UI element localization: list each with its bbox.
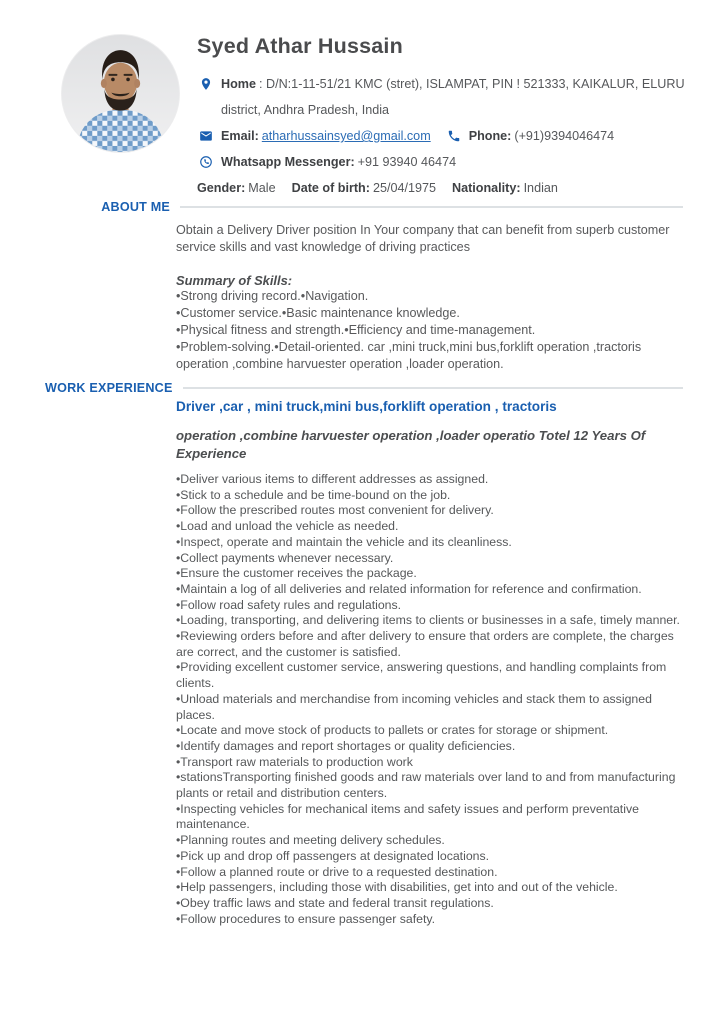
profile-photo-illustration (62, 35, 179, 152)
skill-line: •Physical fitness and strength.•Efficiency and time-management. (176, 323, 536, 337)
duty-line: •Deliver various items to different addresses as assigned. (176, 472, 489, 486)
phone-icon (447, 129, 461, 143)
skill-line: •Strong driving record.•Navigation. (176, 289, 369, 303)
whatsapp-value: +91 93940 46474 (357, 155, 457, 169)
about-section-rule (180, 206, 683, 208)
duty-line: •Collect payments whenever necessary. (176, 550, 394, 565)
duty-line: •Ensure the customer receives the package. (176, 566, 417, 581)
duty-line: •Transport raw materials to production work (176, 754, 413, 769)
duty-line: •Load and unload the vehicle as needed. (176, 519, 399, 534)
duty-line: •Planning routes and meeting delivery schedules. (176, 833, 445, 848)
skills-list (176, 288, 684, 373)
duty-line: •Maintain a log of all deliveries and related information for reference and confirmation. (176, 581, 642, 596)
phone-label: Phone: (468, 129, 512, 143)
person-name: Syed Athar Hussain (197, 34, 403, 58)
duty-line: •Loading, transporting, and delivering items to clients or businesses in a safe, timely manner. (176, 613, 680, 628)
duty-line: •Help passengers, including those with disabilities, get into and out of the vehicle. (176, 880, 618, 895)
skills-heading: Summary of Skills: (176, 273, 293, 288)
work-section-header (45, 381, 683, 395)
home-row (197, 71, 689, 123)
duty-line: •Unload materials and merchandise from incoming vehicles and stack them to assigned places. (176, 691, 652, 722)
duty-line: •Pick up and drop off passengers at designated locations. (176, 848, 490, 863)
duties-list (176, 472, 684, 927)
dob-label: Date of birth: (291, 181, 370, 195)
duty-line: •Follow procedures to ensure passenger safety. (176, 911, 436, 926)
about-section-title: ABOUT ME (101, 200, 170, 214)
gender-value: Male (248, 181, 276, 195)
dob-value: 25/04/1975 (372, 181, 436, 195)
duty-line: •Locate and move stock of products to pallets or crates for storage or shipment. (176, 723, 609, 738)
duty-line: •Stick to a schedule and be time-bound on the job. (176, 487, 451, 502)
job-title: Driver ,car , mini truck,mini bus,forklift operation , tractoris (176, 399, 557, 414)
nationality-value: Indian (523, 181, 558, 195)
about-section-header (45, 200, 683, 214)
job-subtitle: operation ,combine harvuester operation ,loader operatio Totel 12 Years Of Experience (176, 428, 646, 461)
home-text (221, 71, 689, 123)
nationality-label: Nationality: (451, 181, 521, 195)
whatsapp-label: Whatsapp Messenger: (221, 155, 355, 169)
duty-line: •Inspect, operate and maintain the vehicle and its cleanliness. (176, 534, 512, 549)
dob-item (292, 175, 436, 201)
home-value: : D/N:1-11-51/21 KMC (stret), ISLAMPAT, PIN ! 521333, KAIKALUR, ELURU district, Andhra Pradesh, India (221, 77, 685, 117)
gender-item (197, 175, 276, 201)
contact-block (197, 71, 689, 201)
duty-line: •Inspecting vehicles for mechanical items and safety issues and perform preventative maintenance. (176, 801, 639, 832)
duty-line: •Obey traffic laws and state and federal transit regulations. (176, 895, 494, 910)
email-phone-row (197, 123, 689, 149)
duty-line: •stationsTransporting finished goods and raw materials over land to and from manufacturing plants or retail and distribution centers. (176, 770, 676, 801)
nationality-item (452, 175, 558, 201)
about-content (176, 222, 684, 373)
whatsapp-text (221, 149, 456, 175)
header (197, 34, 689, 201)
meta-row (197, 175, 689, 201)
duty-line: •Follow road safety rules and regulations. (176, 597, 402, 612)
whatsapp-icon (199, 155, 213, 169)
skill-line: •Problem-solving.•Detail-oriented. car ,mini truck,mini bus,forklift operation ,tractoris operation ,combine harvuester operation ,loader operation. (176, 340, 642, 371)
work-content (176, 398, 684, 927)
work-section-rule (183, 387, 683, 389)
map-pin-icon (199, 77, 213, 91)
skill-line: •Customer service.•Basic maintenance knowledge. (176, 306, 460, 320)
home-label: Home (221, 77, 256, 91)
email-link[interactable]: atharhussainsyed@gmail.com (261, 129, 431, 143)
email-label: Email: (221, 129, 259, 143)
gender-label: Gender: (197, 181, 246, 195)
phone-text (469, 123, 614, 149)
duty-line: •Providing excellent customer service, answering questions, and handling complaints from clients. (176, 660, 667, 691)
duty-line: •Follow the prescribed routes most convenient for delivery. (176, 503, 494, 518)
whatsapp-row (197, 149, 689, 175)
duty-line: •Follow a planned route or drive to a requested destination. (176, 864, 498, 879)
work-section-title: WORK EXPERIENCE (45, 381, 173, 395)
profile-photo (62, 35, 179, 152)
duty-line: •Reviewing orders before and after delivery to ensure that orders are complete, the charges are correct, and the customer is satisfied. (176, 629, 674, 659)
duty-line: •Identify damages and report shortages or quality deficiencies. (176, 738, 516, 753)
about-intro: Obtain a Delivery Driver position In Your company that can benefit from superb customer service skills and vast knowledge of driving practices (176, 223, 670, 254)
email-text (221, 123, 431, 149)
email-icon (199, 129, 213, 143)
phone-value: (+91)9394046474 (514, 129, 615, 143)
